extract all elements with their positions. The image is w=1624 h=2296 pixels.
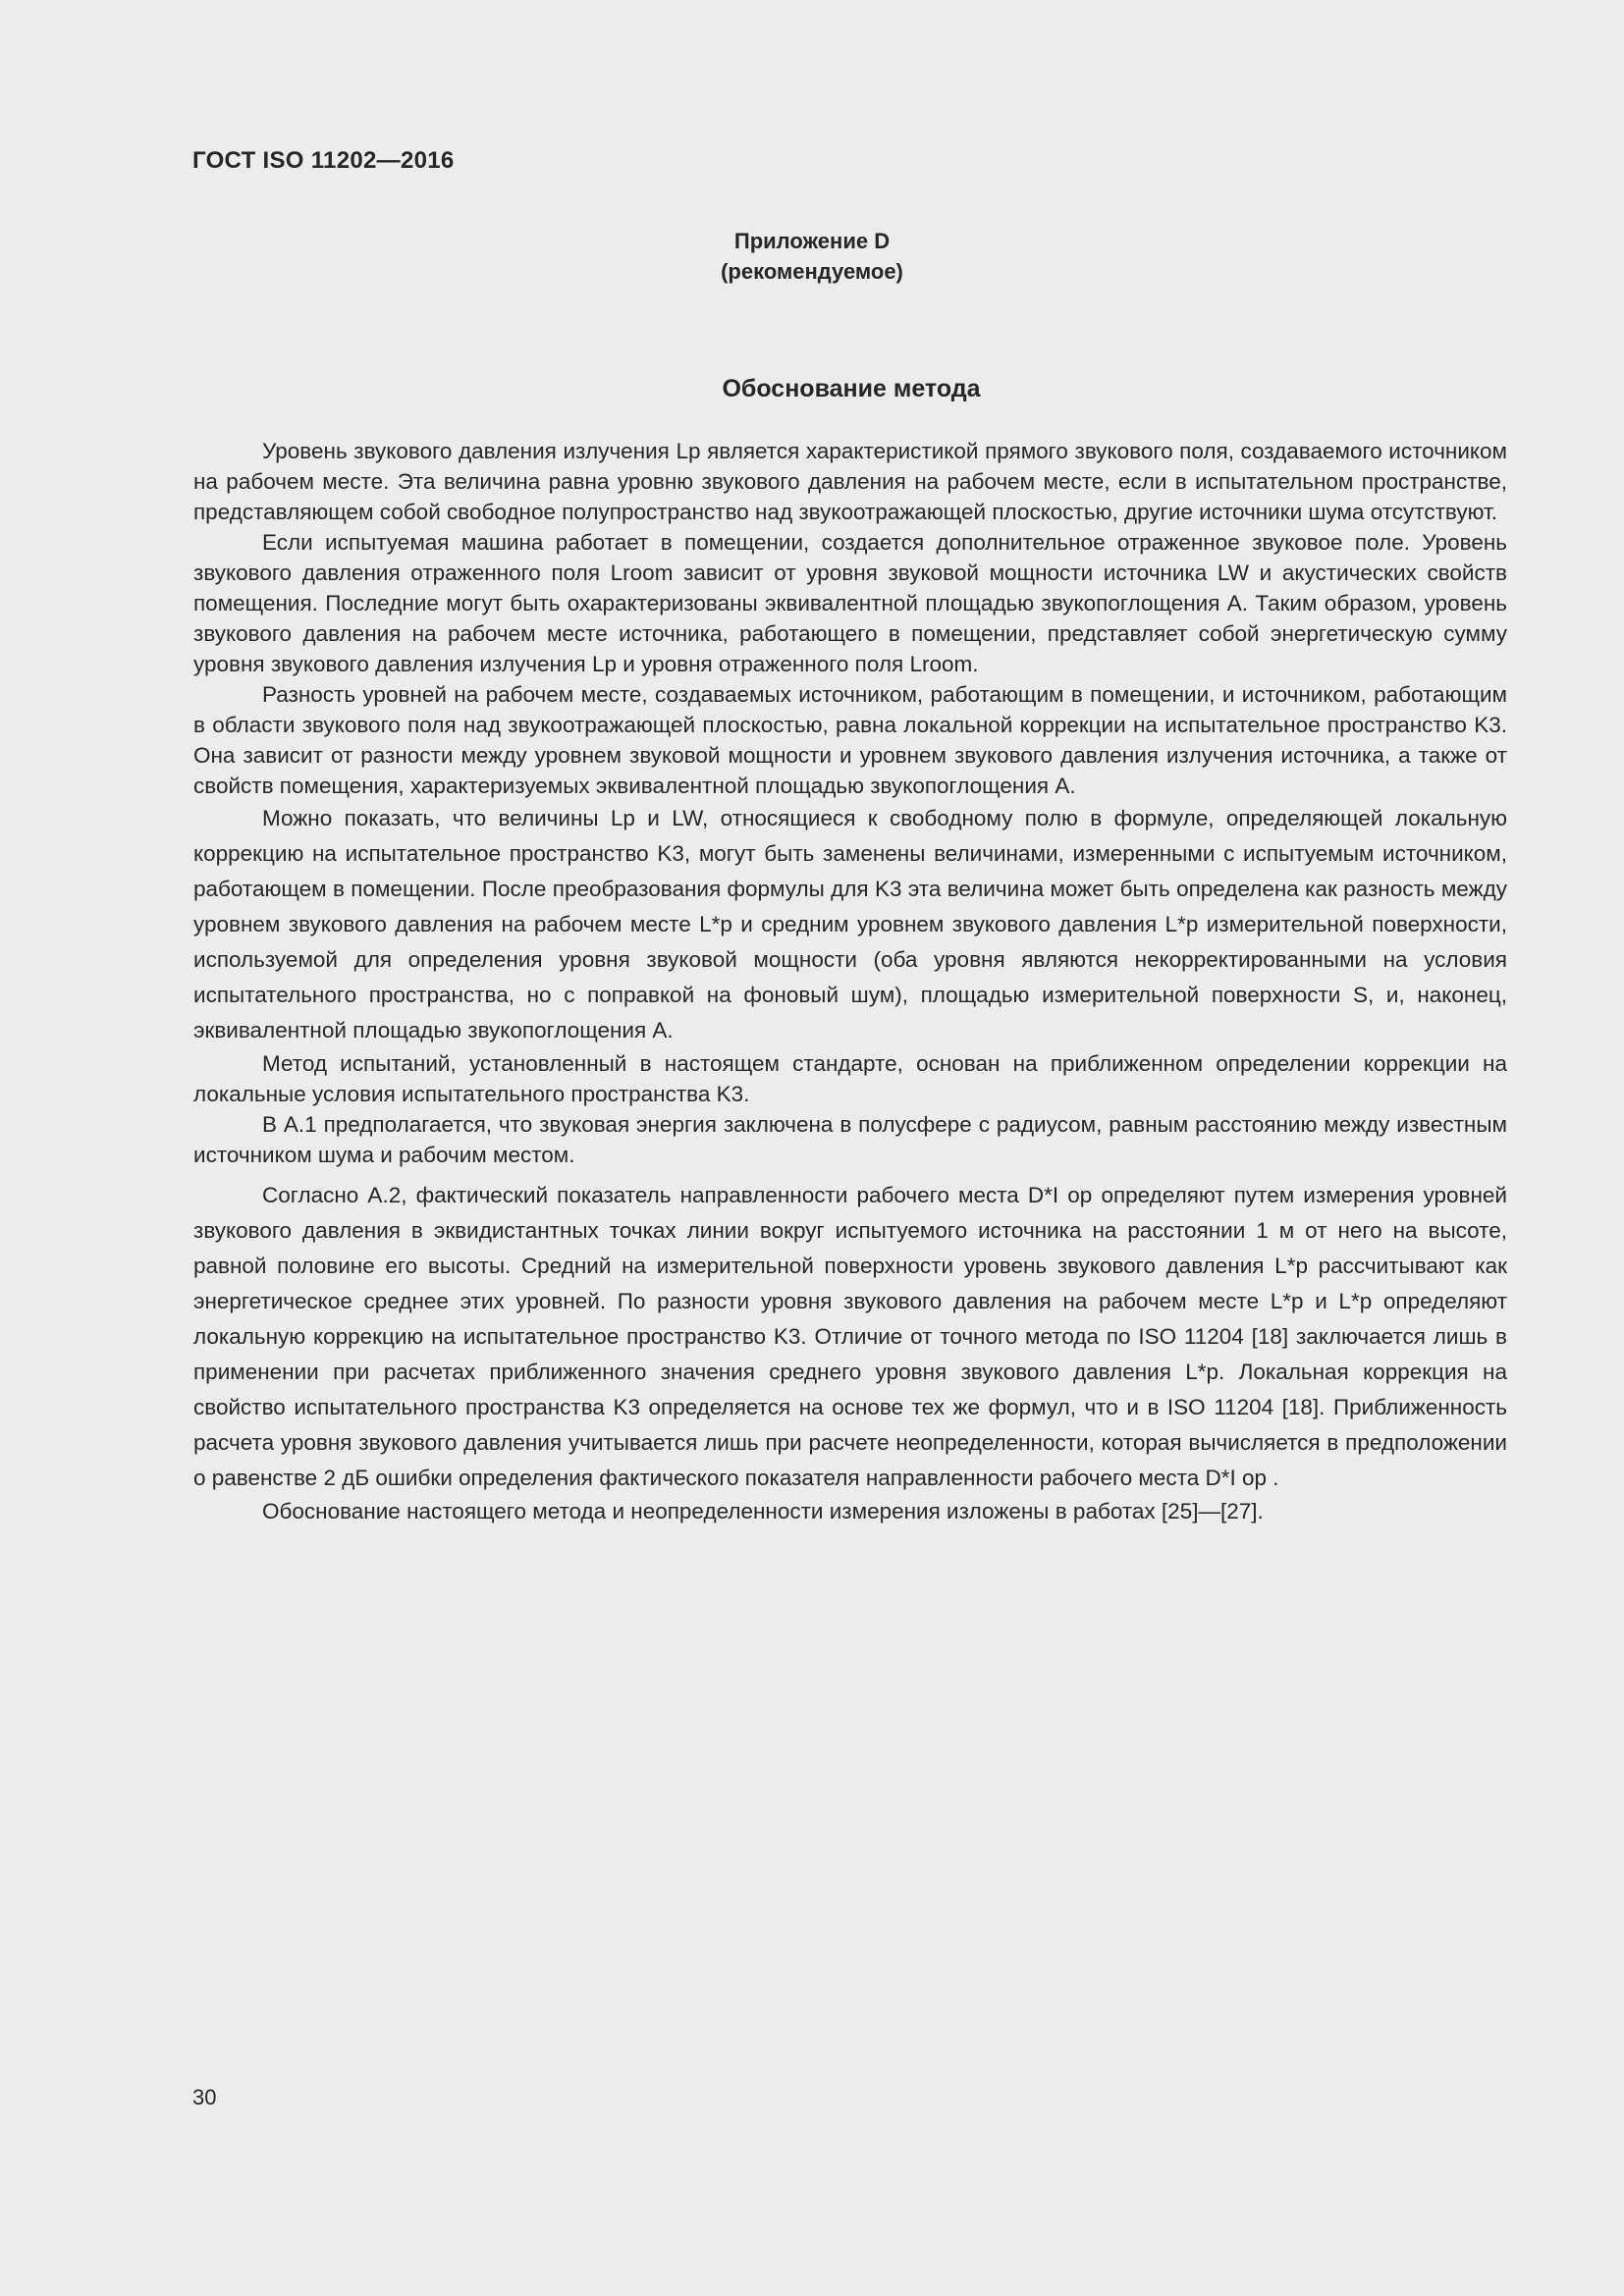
paragraph: Уровень звукового давления излучения Lp является характеристикой прямого звукового поля, создаваемого источником на рабочем месте. Эта величина равна уровню звукового давления на рабочем месте, если в испытательном пространстве, представляющем собой свободное полупространство над звукоотражающей плоскостью, другие источники шума отсутствуют. xyxy=(193,439,1507,524)
paragraph: Метод испытаний, установленный в настоящем стандарте, основан на приближенном определении коррекции на локальные условия испытательного пространства K3. xyxy=(193,1051,1507,1106)
paragraph: Можно показать, что величины Lp и LW, относящиеся к свободному полю в формуле, определяющей локальную коррекцию на испытательное пространство K3, могут быть заменены величинами, измеренными с испытуемым источником, работающем в помещении. После преобразования формулы для K3 эта величина может быть определена как разность между уровнем звукового давления на рабочем месте L*p и средним уровнем звукового давления L*p измерительной поверхности, используемой для определения уровня звуковой мощности (оба уровня являются некорректированными на условия испытательного пространства, но с поправкой на фоновый шум), площадью измерительной поверхности S, и, наконец, эквивалентной площадью звукопоглощения A. xyxy=(193,806,1507,1042)
paragraph: Если испытуемая машина работает в помещении, создается дополнительное отраженное звуковое поле. Уровень звукового давления отраженного поля Lroom зависит от уровня звуковой мощности источника LW и акустических свойств помещения. Последние могут быть охарактеризованы эквивалентной площадью звукопоглощения A. Таким образом, уровень звукового давления на рабочем месте источника, работающего в помещении, представляет собой энергетическую сумму уровня звукового давления излучения Lp и уровня отраженного поля Lroom. xyxy=(193,530,1507,676)
document-body xyxy=(193,436,1507,1526)
appendix-status: (рекомендуемое) xyxy=(721,259,903,284)
page-number: 30 xyxy=(192,2085,217,2109)
paragraph: В А.1 предполагается, что звуковая энергия заключена в полусфере с радиусом, равным расстоянию между известным источником шума и рабочим местом. xyxy=(193,1112,1507,1167)
appendix-label: Приложение D xyxy=(733,229,891,253)
section-title: Обоснование метода xyxy=(722,375,981,402)
paragraph: Разность уровней на рабочем месте, создаваемых источником, работающим в помещении, и источником, работающим в области звукового поля над звукоотражающей плоскостью, равна локальной коррекции на испытательное пространство K3. Она зависит от разности между уровнем звуковой мощности и уровнем звукового давления излучения источника, а также от свойств помещения, характеризуемых эквивалентной площадью звукопоглощения A. xyxy=(193,682,1507,798)
paragraph: Согласно А.2, фактический показатель направленности рабочего места D*I op определяют путем измерения уровней звукового давления в эквидистантных точках линии вокруг испытуемого источника на расстоянии 1 м от него на высоте, равной половине его высоты. Средний на измерительной поверхности уровень звукового давления L*p рассчитывают как энергетическое среднее этих уровней. По разности уровня звукового давления на рабочем месте L*p и L*p определяют локальную коррекцию на испытательное пространство K3. Отличие от точного метода по ISO 11204 [18] заключается лишь в применении при расчетах приближенного значения среднего уровня звукового давления L*p. Локальная коррекция на свойство испытательного пространства K3 определяется на основе тех же формул, что и в ISO 11204 [18]. Приближенность расчета уровня звукового давления учитывается лишь при расчете неопределенности, которая вычисляется в предположении о равенстве 2 дБ ошибки определения фактического показателя направленности рабочего места D*I op . xyxy=(193,1183,1507,1490)
appendix-heading xyxy=(0,226,1624,287)
paragraph: Обоснование настоящего метода и неопределенности измерения изложены в работах [25]—[27]. xyxy=(262,1499,1264,1523)
standard-designation: ГОСТ ISO 11202—2016 xyxy=(192,147,455,174)
